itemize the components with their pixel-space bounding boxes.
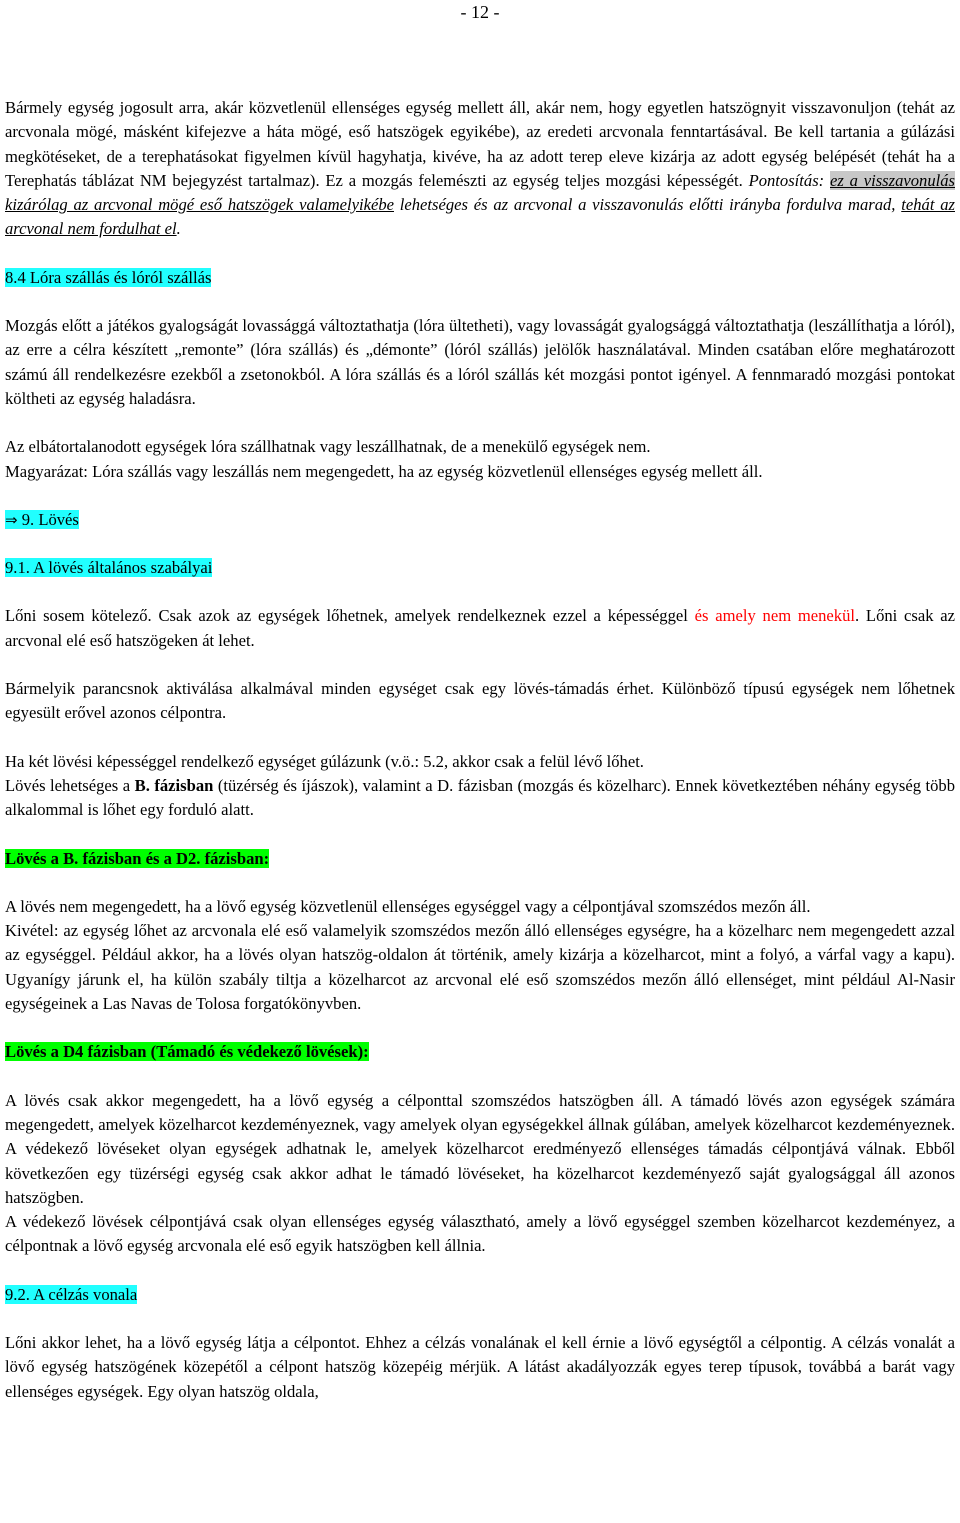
section-9-title: 9. Lövés (17, 509, 79, 529)
section-8-4-heading-line (5, 266, 955, 290)
clarification-end: tehát az arcvonal nem fordulhat el (5, 195, 955, 239)
section-b-phase-heading: Lövés a B. fázisban és a D2. fázisban: (5, 848, 270, 868)
phases-text-c: (tüzérség és íjászok), valamint a D. fázisban (mozgás és közelharc). Ennek következtében néhány egység több alkalommal is lőhet egy forduló alatt. (5, 775, 955, 820)
section-9-1-heading-line (5, 556, 955, 580)
section-d4-heading-line (5, 1040, 955, 1064)
shooting-optional-red: és amely nem menekül (694, 606, 856, 626)
paragraph-stacked-shooters: Ha két lövési képességgel rendelkező egységet gúlázunk (v.ö.: 5.2, akkor csak a felül lévő lőhet. (5, 751, 644, 771)
paragraph-line-of-sight: Lőni akkor lehet, ha a lövő egység látja a célpontot. Ehhez a célzás vonalának el kell érnie a lövő egységtől a célpontig. A célzás vonalát a lövő egység hatszögének közepétől a célpont hatszög közepéig mérjük. A látást akadályozzák egyes terep típusok, továbbá a barát vagy ellenséges egységek. Egy olyan hatszög oldala, (5, 1332, 955, 1401)
section-d4-heading: Lövés a D4 fázisban (Támadó és védekező lövések): (5, 1042, 369, 1062)
page-content (5, 96, 955, 1404)
paragraph-shooting-optional (5, 604, 955, 653)
paragraph-offensive-shots: A lövés csak akkor megengedett, ha a lövő egység a célponttal szomszédos hatszögben áll. A támadó lövés azon egységek számára megengedett, amelyek közelharcot kezdeményeznek, vagy amelyek olyan egységekkel állnak gúlában, amelyek közelharcot kezdeményeznek. A védekező lövéseket olyan egységek adhatnak le, amelyek közelharcot eredményező ellenséges támadás célpontjává válnak. Ebből következően egy tüzérségi egység csak akkor adhat le támadó lövéseket, ha közelharcot kezdeményező saját gyalogsággal áll azonos hatszögben. (5, 1090, 955, 1207)
section-8-4-heading: 8.4 Lóra szállás és lóról szállás (5, 267, 212, 287)
section-9-1-heading: 9.1. A lövés általános szabályai (5, 558, 213, 578)
section-9-2-heading: 9.2. A célzás vonala (5, 1284, 138, 1304)
section-9-heading (5, 510, 79, 529)
paragraph-exception: Kivétel: az egység lőhet az arcvonala elé eső valamelyik szomszédos mezőn álló ellenséges egységre, ha a közelharc nem megengedett azzal az egységgel. Például akkor, ha a lövés olyan hatszög-oldalon át történik, amely kizárja a közelharcot, mint a folyó, a várfal vagy a kapu). Ugyanígy járunk el, ha külön szabály tiltja a közelharcot az arcvonal elé eső szomszédos mezőn álló ellenséget, mint például Al-Nasir egységeinek a Las Navas de Tolosa forgatókönyvben. (5, 921, 955, 1014)
right-double-arrow-icon: ⇒ (5, 510, 18, 529)
retreat-rule-text: Bármely egység jogosult arra, akár közvetlenül ellenséges egység mellett áll, akár nem, hogy egyetlen hatszögnyit visszavonuljon (tehát az arcvonala mögé, másként kifejezve a háta mögé, eső hatszögek egyikébe), az eredeti arcvonala fenntartásával. Be kell tartania a gúlázási megkötéseket, de a terephatásokat figyelmen kívül hagyhatja, kivéve, ha az adott terep eleve kizárja az adott egység belépését (tehát ha a Terephatás táblázat NM bejegyzést tartalmaz). Ez a mozgás felemészti az egység teljes mozgási képességét. (5, 98, 955, 190)
clarification-underlined: kizárólag az arcvonal mögé eső hatszögek valamelyikébe (5, 195, 394, 215)
clarification-label: Pontosítás: (748, 170, 825, 190)
paragraph-explanation: Magyarázat: Lóra szállás vagy leszállás nem megengedett, ha az egység közvetlenül ellenséges egység mellett áll. (5, 461, 763, 481)
phases-text-a: Lövés lehetséges a (5, 775, 135, 795)
paragraph-retreat-rule (5, 96, 955, 242)
clarification-middle: lehetséges és az arcvonal a visszavonulás előtti irányba fordulva marad, (399, 195, 896, 215)
clarification-period: . (176, 219, 181, 239)
shooting-optional-text-b: . Lőni csak az arcvonal elé eső hatszögeken át lehet. (5, 606, 956, 650)
paragraph-shooting-phases (5, 774, 955, 823)
paragraph-defensive-shots: A védekező lövések célpontjává csak olyan ellenséges egység választható, amely a lövő egységgel szemben közelharcot kezdeményez, a célpontnak a lövő egység arcvonala elé eső egyik hatszögben kell állnia. (5, 1212, 955, 1256)
section-9-2-heading-line (5, 1283, 955, 1307)
paragraph-mount-dismount: Mozgás előtt a játékos gyalogságát lovassággá változtathatja (lóra ültetheti), vagy lovasságát gyalogsággá változtathatja (leszállíthatja a lóról), az erre a célra készített „remonte” (lóra szállás) és „démonte” (lóról szállás) jelölők használatával. Minden csatában előre meghatározott számú áll rendelkezésre ezekből a zsetonokból. A lóra szállás és a lóról szállás két mozgási pontot igényel. A fennmaradó mozgási pontokat költheti az egység haladásra. (5, 316, 955, 408)
page-number: - 12 - (460, 2, 500, 22)
section-9-heading-line (5, 508, 955, 532)
paragraph-one-attack: Bármelyik parancsnok aktiválása alkalmával minden egységet csak egy lövés-támadás érhet. Különböző típusú egységek nem lőhetnek egyesült erővel azonos célpontra. (5, 679, 955, 723)
shooting-optional-text-a: Lőni sosem kötelező. Csak azok az egységek lőhetnek, amelyek rendelkeznek ezzel a képességgel (5, 606, 695, 626)
paragraph-demoralized-units: Az elbátortalanodott egységek lóra szállhatnak vagy leszállhatnak, de a menekülő egységek nem. (5, 437, 651, 457)
phases-bold: B. fázisban (134, 775, 214, 795)
clarification-highlight: ez a visszavonulás (830, 170, 955, 190)
section-b-phase-heading-line (5, 847, 955, 871)
paragraph-adjacent-restriction: A lövés nem megengedett, ha a lövő egység közvetlenül ellenséges egységgel vagy a célpontjával szomszédos mezőn áll. (5, 896, 811, 916)
